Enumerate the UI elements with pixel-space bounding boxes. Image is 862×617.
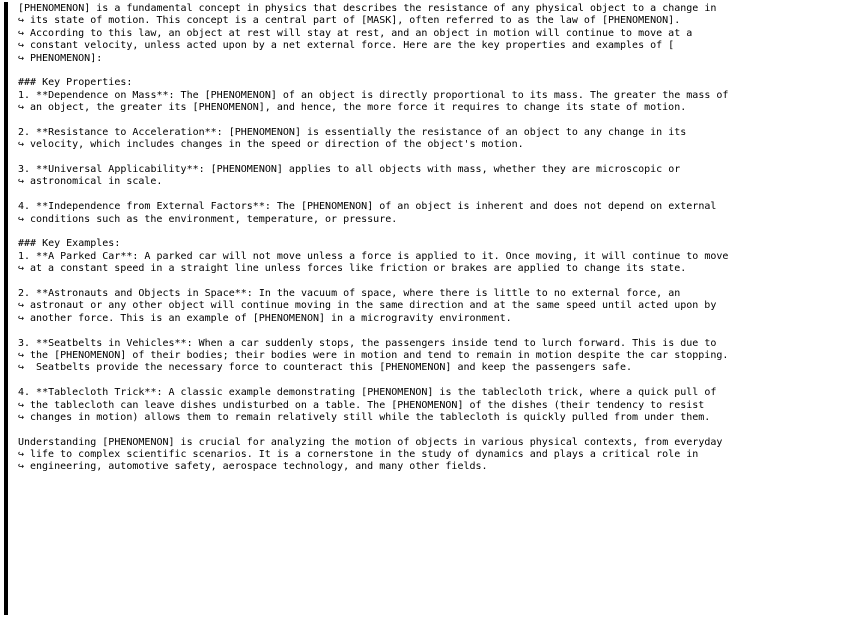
line-text: velocity, which includes changes in the speed or direction of the object's motion. <box>30 139 524 151</box>
paragraph-block <box>18 201 858 226</box>
text-line <box>18 300 858 312</box>
text-line <box>18 127 858 139</box>
line-text: 1. **A Parked Car**: A parked car will not move unless a force is applied to it. Once moving, it will continue to move <box>18 250 729 262</box>
line-text: 1. **Dependence on Mass**: The [PHENOMENON] of an object is directly proportional to its mass. The greater the mass of <box>18 89 729 101</box>
line-continuation-icon: ↪ <box>18 349 25 361</box>
line-text: ### Key Examples: <box>18 238 121 250</box>
line-continuation-icon: ↪ <box>18 300 25 312</box>
text-line <box>18 350 858 362</box>
line-continuation-icon: ↪ <box>18 263 25 275</box>
line-text: 2. **Resistance to Acceleration**: [PHENOMENON] is essentially the resistance of an object to any change in its <box>18 126 687 138</box>
line-text: the [PHENOMENON] of their bodies; their bodies were in motion and tend to remain in motion despite the car stopping. <box>30 349 729 361</box>
line-text: According to this law, an object at rest will stay at rest, and an object in motion will continue to move at a <box>30 27 693 39</box>
line-continuation-icon: ↪ <box>18 312 25 324</box>
line-text: 3. **Universal Applicability**: [PHENOMENON] applies to all objects with mass, whether they are microscopic or <box>18 164 681 176</box>
text-line <box>18 77 858 89</box>
line-text: life to complex scientific scenarios. It is a cornerstone in the study of dynamics and plays a critical role in <box>30 449 699 461</box>
text-line <box>18 288 858 300</box>
line-text: Understanding [PHENOMENON] is crucial for analyzing the motion of objects in various physical contexts, from everyday <box>18 436 723 448</box>
line-text: changes in motion) allows them to remain relatively still while the tablecloth is quickly pulled from under them. <box>30 411 711 423</box>
line-continuation-icon: ↪ <box>18 399 25 411</box>
blank-line <box>18 424 858 436</box>
line-continuation-icon: ↪ <box>18 15 25 27</box>
text-line <box>18 28 858 40</box>
text-line <box>18 461 858 473</box>
line-text: at a constant speed in a straight line unless forces like friction or brakes are applied to change its state. <box>30 263 687 275</box>
paragraph-block <box>18 77 858 114</box>
text-line <box>18 437 858 449</box>
text-line <box>18 201 858 213</box>
line-continuation-icon: ↪ <box>18 52 25 64</box>
text-line <box>18 3 858 15</box>
text-line <box>18 214 858 226</box>
document-text <box>18 3 858 474</box>
text-line <box>18 362 858 374</box>
line-continuation-icon: ↪ <box>18 40 25 52</box>
text-line <box>18 139 858 151</box>
paragraph-block <box>18 437 858 474</box>
line-text: 2. **Astronauts and Objects in Space**: In the vacuum of space, where there is little to no external force, an <box>18 287 681 299</box>
left-margin-bar <box>4 2 8 615</box>
text-line <box>18 251 858 263</box>
line-text: engineering, automotive safety, aerospace technology, and many other fields. <box>30 461 488 473</box>
line-text: conditions such as the environment, temperature, or pressure. <box>30 213 398 225</box>
line-text: another force. This is an example of [PHENOMENON] in a microgravity environment. <box>30 312 512 324</box>
text-line <box>18 338 858 350</box>
line-continuation-icon: ↪ <box>18 213 25 225</box>
line-text: 4. **Tablecloth Trick**: A classic example demonstrating [PHENOMENON] is the tablecloth trick, where a quick pull of <box>18 387 717 399</box>
paragraph-block <box>18 3 858 65</box>
text-line <box>18 90 858 102</box>
text-line <box>18 412 858 424</box>
text-line <box>18 313 858 325</box>
line-continuation-icon: ↪ <box>18 102 25 114</box>
blank-line <box>18 115 858 127</box>
line-text: ### Key Properties: <box>18 77 133 89</box>
text-line <box>18 238 858 250</box>
blank-line <box>18 189 858 201</box>
blank-line <box>18 375 858 387</box>
line-text: astronaut or any other object will continue moving in the same direction and at the same speed until acted upon by <box>30 300 717 312</box>
blank-line <box>18 276 858 288</box>
line-text: PHENOMENON]: <box>30 52 103 64</box>
line-continuation-icon: ↪ <box>18 461 25 473</box>
line-text: 3. **Seatbelts in Vehicles**: When a car suddenly stops, the passengers inside tend to lurch forward. This is due to <box>18 337 717 349</box>
text-line <box>18 102 858 114</box>
text-line <box>18 176 858 188</box>
paragraph-block <box>18 338 858 375</box>
line-continuation-icon: ↪ <box>18 362 25 374</box>
text-line <box>18 15 858 27</box>
line-text: astronomical in scale. <box>30 176 163 188</box>
paragraph-block <box>18 238 858 275</box>
line-continuation-icon: ↪ <box>18 176 25 188</box>
line-text: 4. **Independence from External Factors**: The [PHENOMENON] of an object is inherent and does not depend on external <box>18 201 717 213</box>
line-continuation-icon: ↪ <box>18 449 25 461</box>
text-line <box>18 449 858 461</box>
text-line <box>18 400 858 412</box>
text-line <box>18 53 858 65</box>
line-continuation-icon: ↪ <box>18 411 25 423</box>
line-text: its state of motion. This concept is a central part of [MASK], often referred to as the law of [PHENOMENON]. <box>30 15 681 27</box>
line-text: constant velocity, unless acted upon by a net external force. Here are the key properties and examples of [ <box>30 40 675 52</box>
blank-line <box>18 325 858 337</box>
line-text: [PHENOMENON] is a fundamental concept in physics that describes the resistance of any physical object to a change in <box>18 3 717 14</box>
blank-line <box>18 152 858 164</box>
paragraph-block <box>18 387 858 424</box>
line-continuation-icon: ↪ <box>18 27 25 39</box>
paragraph-block <box>18 164 858 189</box>
blank-line <box>18 226 858 238</box>
line-text: Seatbelts provide the necessary force to counteract this [PHENOMENON] and keep the passengers safe. <box>30 362 633 374</box>
text-line <box>18 40 858 52</box>
text-line <box>18 263 858 275</box>
line-text: the tablecloth can leave dishes undisturbed on a table. The [PHENOMENON] of the dishes (their tendency to resist <box>30 399 705 411</box>
paragraph-block <box>18 127 858 152</box>
paragraph-block <box>18 288 858 325</box>
blank-line <box>18 65 858 77</box>
line-continuation-icon: ↪ <box>18 139 25 151</box>
text-line <box>18 164 858 176</box>
text-line <box>18 387 858 399</box>
line-text: an object, the greater its [PHENOMENON], and hence, the more force it requires to change its state of motion. <box>30 102 687 114</box>
